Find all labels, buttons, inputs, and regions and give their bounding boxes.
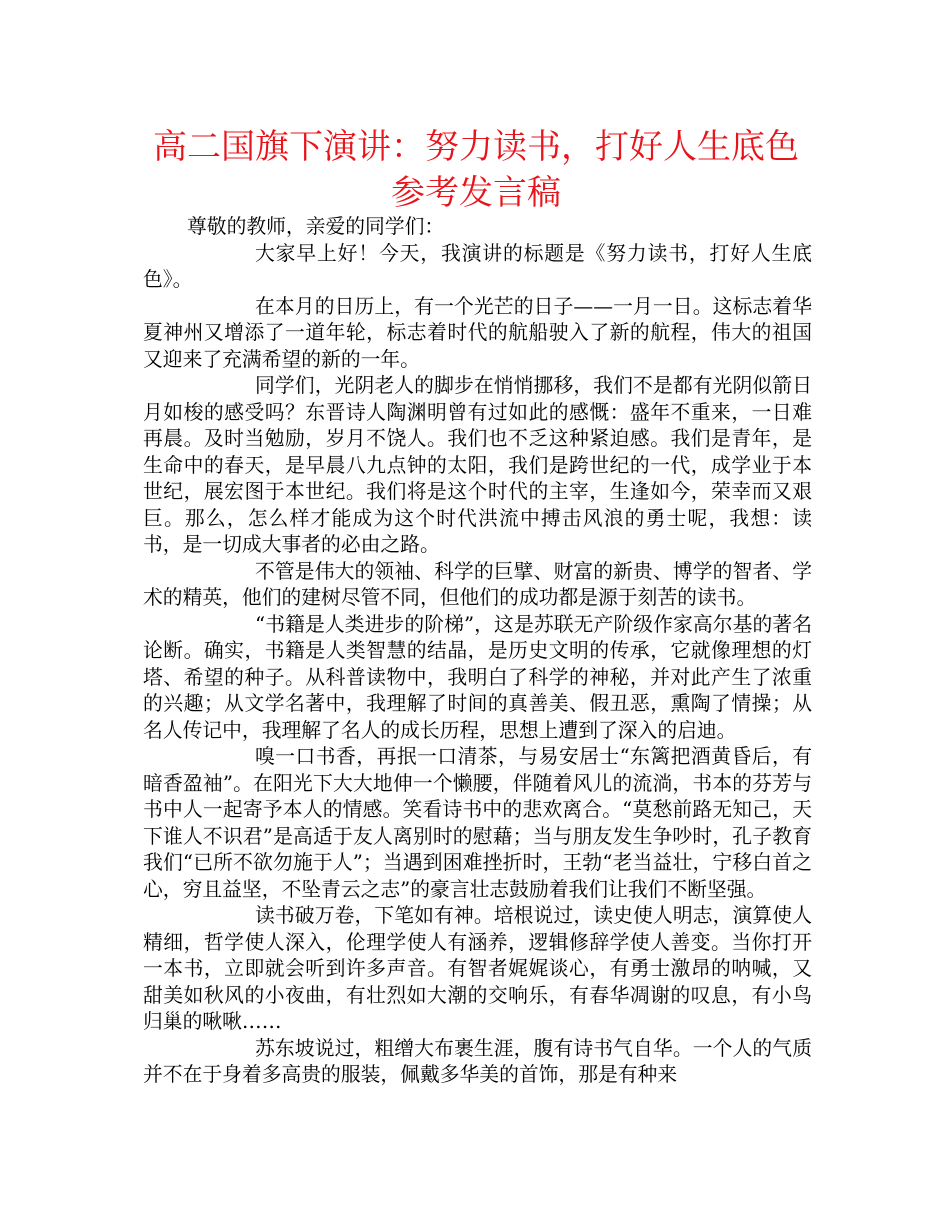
paragraph-greeting: 大家早上好！今天，我演讲的标题是《努力读书，打好人生底色》。 bbox=[143, 241, 812, 291]
document-body bbox=[143, 214, 812, 1089]
paragraph-books-ladder: “书籍是人类进步的阶梯”，这是苏联无产阶级作家高尔基的著名论断。确实，书籍是人类智慧的结晶，是历史文明的传承，它就像理想的灯塔、希望的种子。从科普读物中，我明白了科学的神秘，并对此产生了浓重的兴趣；从文学名著中，我理解了时间的真善美、假丑恶，熏陶了情操；从名人传记中，我理解了名人的成长历程，思想上遭到了深入的启迪。 bbox=[143, 612, 812, 742]
document-title: 高二国旗下演讲：努力读书，打好人生底色参考发言稿 bbox=[153, 127, 799, 213]
salutation: 尊敬的教师，亲爱的同学们： bbox=[187, 215, 445, 238]
paragraph-success: 不管是伟大的领袖、科学的巨擘、财富的新贵、博学的智者、学术的精英，他们的建树尽管不同，但他们的成功都是源于刻苦的读书。 bbox=[143, 559, 812, 609]
paragraph-new-year: 在本月的日历上，有一个光芒的日子——一月一日。这标志着华夏神州又增添了一道年轮，标志着时代的航船驶入了新的航程，伟大的祖国又迎来了充满希望的新的一年。 bbox=[143, 294, 812, 371]
paragraph-temperament: 苏东坡说过，粗缯大布裹生涯，腹有诗书气自华。一个人的气质并不在于身着多高贵的服装，佩戴多华美的首饰，那是有种来 bbox=[143, 1036, 812, 1086]
paragraph-time: 同学们，光阴老人的脚步在悄悄挪移，我们不是都有光阴似箭日月如梭的感受吗？东晋诗人陶渊明曾有过如此的感慨：盛年不重来，一日难再晨。及时当勉励，岁月不饶人。我们也不乏这种紧迫感。我们是青年，是生命中的春天，是早晨八九点钟的太阳，我们是跨世纪的一代，成学业于本世纪，展宏图于本世纪。我们将是这个时代的主宰，生逢如今，荣幸而又艰巨。那么，怎么样才能成为这个时代洪流中搏击风浪的勇士呢，我想：读书，是一切成大事者的必由之路。 bbox=[143, 374, 812, 556]
paragraph-reading-benefits: 读书破万卷，下笔如有神。培根说过，读史使人明志，演算使人精细，哲学使人深入，伦理学使人有涵养，逻辑修辞学使人善变。当你打开一本书，立即就会听到许多声音。有智者娓娓谈心，有勇士激昂的呐喊，又甜美如秋风的小夜曲，有壮烈如大潮的交响乐，有春华凋谢的叹息，有小鸟归巢的啾啾…… bbox=[143, 904, 812, 1033]
paragraph-book-fragrance: 嗅一口书香，再抿一口清茶，与易安居士“东篱把酒黄昏后，有暗香盈袖”。在阳光下大大地伸一个懒腰，伴随着风儿的流淌，书本的芬芳与书中人一起寄予本人的情感。笑看诗书中的悲欢离合。“莫愁前路无知己，天下谁人不识君”是高适于友人离别时的慰藉；当与朋友发生争吵时，孔子教育我们“已所不欲勿施于人”；当遇到困难挫折时，王勃“老当益壮，宁移白首之心，穷且益坚，不坠青云之志”的豪言壮志鼓励着我们让我们不断坚强。 bbox=[143, 745, 812, 901]
